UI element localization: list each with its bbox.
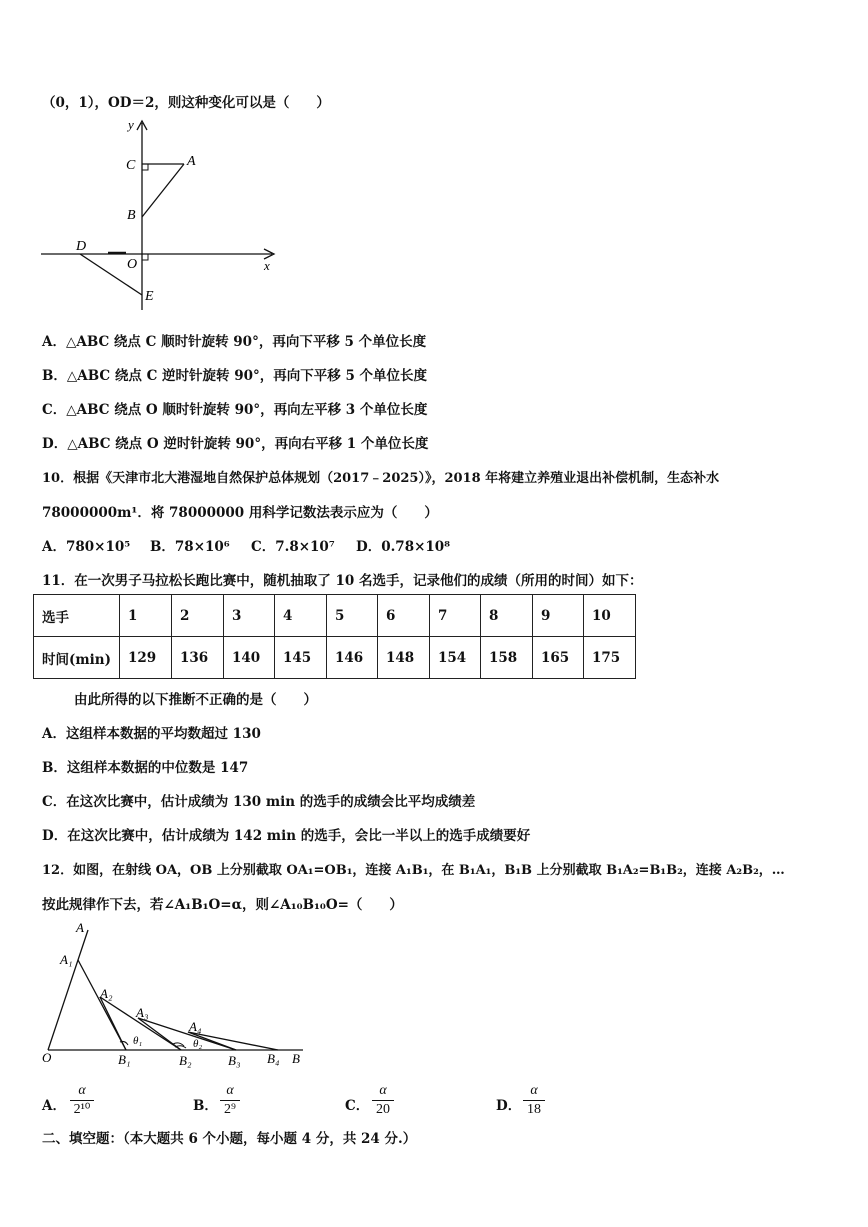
- q10-line1: 10．根据《天津市北大港湿地自然保护总体规划（2017﹣2025）》，2018 年将建立养殖业退出补偿机制，生态补水: [42, 471, 720, 486]
- q12-option-d-letter: D．: [496, 1098, 522, 1114]
- denominator: 20: [376, 1102, 390, 1117]
- table-cell: 165: [533, 637, 584, 679]
- q9-option-a: A．△ABC 绕点 C 顺时针旋转 90°，再向下平移 5 个单位长度: [42, 334, 427, 350]
- numerator: α: [78, 1083, 86, 1098]
- table-cell: 154: [430, 637, 481, 679]
- table-cell: 8: [481, 595, 533, 637]
- q12-option-b-fraction: [220, 1083, 240, 1118]
- q12-option-a-fraction: [70, 1083, 94, 1118]
- q12-option-b-letter: B．: [193, 1098, 218, 1114]
- point-d-label: D: [76, 239, 87, 254]
- table-cell: 145: [275, 637, 327, 679]
- table-cell: 7: [430, 595, 481, 637]
- point-b-label: B: [127, 208, 136, 223]
- table-header-player: 选手: [34, 595, 120, 637]
- q12-option-a-letter: A．: [42, 1098, 66, 1114]
- table-cell: 175: [584, 637, 636, 679]
- table-row: [34, 637, 636, 679]
- ray-a-label: A: [76, 922, 84, 935]
- q11-stem: 11．在一次男子马拉松长跑比赛中，随机抽取了 10 名选手，记录他们的成绩（所用的时间）如下：: [42, 573, 643, 589]
- table-cell: 136: [172, 637, 224, 679]
- q9-option-c: C．△ABC 绕点 O 顺时针旋转 90°，再向左平移 3 个单位长度: [42, 402, 428, 418]
- table-row: [34, 595, 636, 637]
- numerator: α: [226, 1083, 234, 1098]
- point-c-label: C: [126, 158, 136, 173]
- section-2-heading: 二、填空题：（本大题共 6 个小题，每小题 4 分，共 24 分.）: [42, 1131, 417, 1147]
- table-cell: 140: [224, 637, 275, 679]
- q11-option-c: C．在这次比赛中，估计成绩为 130 min 的选手的成绩会比平均成绩差: [42, 794, 476, 810]
- point-e-label: E: [145, 289, 154, 304]
- point-a3-label: A₃: [136, 1005, 149, 1020]
- numerator: α: [379, 1083, 387, 1098]
- x-axis-label: x: [264, 258, 270, 273]
- table-cell: 158: [481, 637, 533, 679]
- numerator: α: [530, 1083, 538, 1098]
- point-a2-label: A₂: [100, 986, 113, 1001]
- table-cell: 5: [327, 595, 378, 637]
- q9-option-b: B．△ABC 绕点 C 逆时针旋转 90°，再向下平移 5 个单位长度: [42, 368, 428, 384]
- table-cell: 10: [584, 595, 636, 637]
- table-cell: 1: [120, 595, 172, 637]
- q11-follow: 由此所得的以下推断不正确的是（ ）: [74, 692, 317, 708]
- table-cell: 6: [378, 595, 430, 637]
- table-header-time: 时间(min): [34, 637, 120, 679]
- q10-option-c: C．7.8×10⁷: [251, 539, 335, 555]
- point-b4-label: B₄: [267, 1051, 280, 1066]
- y-axis-label: y: [128, 117, 134, 132]
- denominator: 2⁹: [224, 1102, 236, 1117]
- q12-option-d-fraction: [523, 1083, 545, 1118]
- q11-option-d: D．在这次比赛中，估计成绩为 142 min 的选手，会比一半以上的选手成绩要好: [42, 828, 531, 844]
- marathon-times-table: [33, 594, 636, 679]
- q9-coordinate-figure: [38, 115, 283, 315]
- q9-stem: （0，1），OD＝2，则这种变化可以是（ ）: [42, 95, 330, 111]
- table-cell: 148: [378, 637, 430, 679]
- table-cell: 4: [275, 595, 327, 637]
- q10-line2: 78000000m¹．将 78000000 用科学记数法表示应为（ ）: [42, 505, 438, 521]
- angle-theta2-label: θ₂: [193, 1038, 203, 1050]
- ray-b-label: B: [292, 1051, 300, 1066]
- point-o-label: O: [42, 1050, 52, 1065]
- angle-theta1-label: θ₁: [133, 1035, 143, 1047]
- point-a4-label: A₄: [189, 1019, 202, 1034]
- point-a1-label: A₁: [60, 952, 73, 967]
- q12-line1: 12．如图，在射线 OA，OB 上分别截取 OA₁=OB₁，连接 A₁B₁，在 B₁A₁，B₁B 上分别截取 B₁A₂=B₁B₂，连接 A₂B₂，…: [42, 863, 785, 878]
- table-cell: 2: [172, 595, 224, 637]
- point-b3-label: B₃: [228, 1053, 241, 1068]
- table-cell: 9: [533, 595, 584, 637]
- table-cell: 3: [224, 595, 275, 637]
- point-a-label: A: [187, 154, 196, 169]
- denominator: 2¹⁰: [73, 1102, 91, 1117]
- denominator: 18: [527, 1102, 541, 1117]
- q12-rays-figure: [38, 922, 313, 1072]
- q12-option-c-fraction: [372, 1083, 394, 1118]
- point-b2-label: B₂: [179, 1053, 192, 1068]
- q10-option-b: B．78×10⁶: [150, 539, 230, 555]
- q11-option-b: B．这组样本数据的中位数是 147: [42, 760, 249, 776]
- q12-option-c-letter: C．: [345, 1098, 370, 1114]
- point-b1-label: B₁: [118, 1052, 131, 1067]
- q12-line2: 按此规律作下去，若∠A₁B₁O=α，则∠A₁₀B₁₀O=（ ）: [42, 897, 403, 913]
- q10-option-a: A．780×10⁵: [42, 539, 131, 555]
- q10-option-d: D．0.78×10⁸: [356, 539, 451, 555]
- q9-option-d: D．△ABC 绕点 O 逆时针旋转 90°，再向右平移 1 个单位长度: [42, 436, 429, 452]
- table-cell: 129: [120, 637, 172, 679]
- point-o-label: O: [127, 257, 138, 272]
- q11-option-a: A．这组样本数据的平均数超过 130: [42, 726, 261, 742]
- table-cell: 146: [327, 637, 378, 679]
